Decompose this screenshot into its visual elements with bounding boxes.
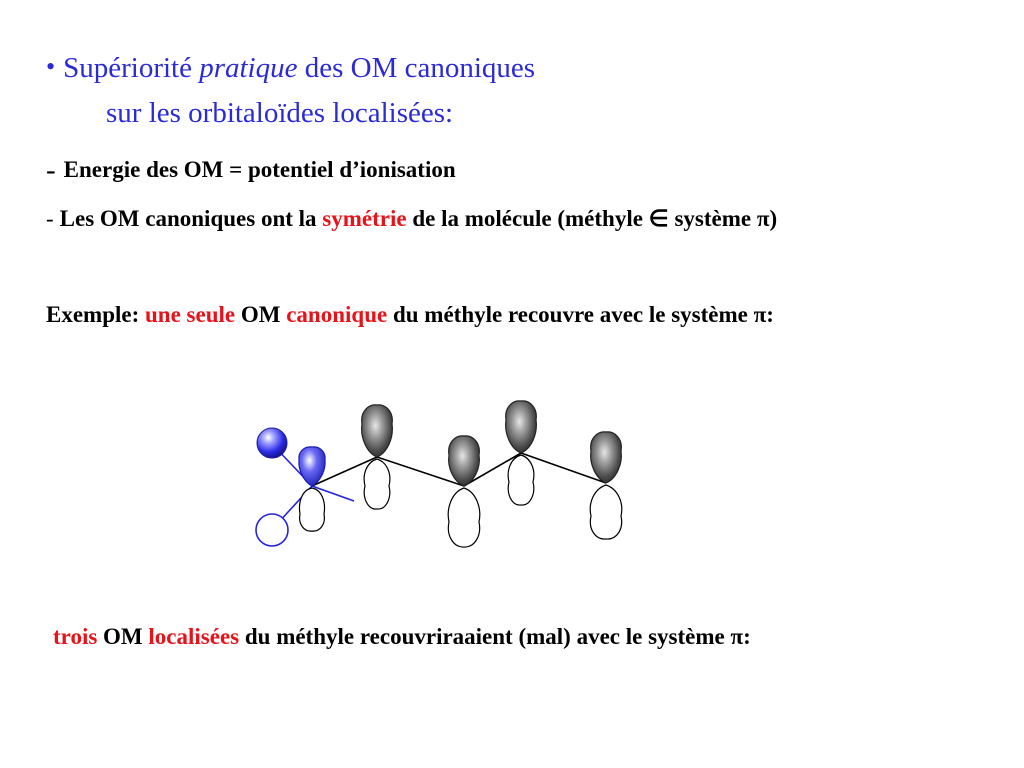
methyl-orbital-lower-lobe: [300, 488, 325, 531]
example-text-b: OM: [235, 302, 287, 327]
localized-text-c: :: [743, 624, 751, 649]
dash-marker: -: [46, 206, 54, 231]
localized-text-b: du méthyle recouvriraaient (mal) avec le système: [239, 624, 731, 649]
example-text-a: Exemple:: [46, 302, 146, 327]
dash-marker: -: [46, 154, 56, 186]
example-text-c: du méthyle recouvre avec le système: [387, 302, 754, 327]
p-orbital-3-upper-lobe: [506, 401, 537, 453]
highlight-une-seule: une seule: [145, 302, 236, 327]
hydrogen-orbital-empty: [256, 514, 288, 546]
point-symmetry-text-c: système: [668, 206, 757, 231]
highlight-canonique: canonique: [286, 302, 388, 327]
pi-symbol: π: [730, 624, 744, 649]
p-orbital-1-lower-lobe: [364, 459, 390, 509]
p-orbital-1-upper-lobe: [362, 405, 393, 457]
element-of-symbol: ∈: [648, 206, 669, 231]
p-orbital-2-upper-lobe: [449, 436, 480, 486]
p-orbital-2-lower-lobe: [448, 488, 480, 547]
methyl-orbital-upper-lobe: [299, 447, 325, 486]
pi-symbol: π: [753, 302, 767, 327]
slide-bullet-title: [46, 52, 535, 85]
example-line: [46, 302, 774, 328]
hydrogen-orbital-filled: [257, 428, 287, 458]
pi-symbol: π: [756, 206, 770, 231]
bullet-icon: •: [46, 52, 56, 81]
highlight-symetrie: symétrie: [322, 206, 407, 231]
highlight-localisees: localisées: [148, 624, 240, 649]
methyl-pi-system-diagram: [240, 390, 640, 560]
point-energy: [46, 152, 456, 185]
title-text-b: des OM canoniques: [297, 52, 536, 84]
point-symmetry-text-b: de la molécule (méthyle: [406, 206, 649, 231]
p-orbital-4-upper-lobe: [591, 432, 622, 483]
point-symmetry: [46, 206, 777, 232]
title-text-a: Supériorité: [63, 52, 200, 84]
point-symmetry-text-a: Les OM canoniques ont la: [59, 206, 323, 231]
highlight-trois: trois: [53, 624, 98, 649]
point-symmetry-text-d: ): [769, 206, 778, 231]
title-italic-word: pratique: [199, 52, 298, 84]
localized-orbitals-line: [53, 624, 751, 650]
point-energy-text: Energie des OM = potentiel d’ionisation: [63, 157, 456, 182]
example-text-d: :: [766, 302, 774, 327]
localized-text-a: OM: [97, 624, 149, 649]
slide-subtitle: sur les orbitaloïdes localisées:: [106, 97, 454, 129]
p-orbital-4-lower-lobe: [590, 485, 622, 539]
p-orbital-3-lower-lobe: [508, 455, 534, 505]
